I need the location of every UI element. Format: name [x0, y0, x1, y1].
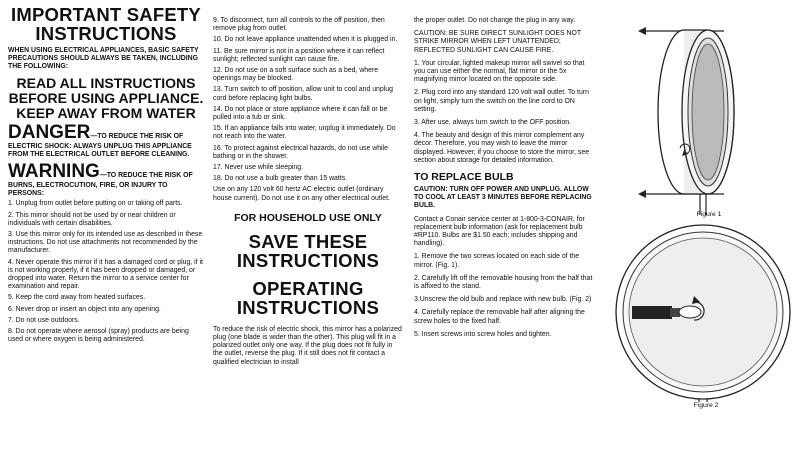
column-1: [8, 0, 204, 344]
list-item: 4. The beauty and design of this mirror complement any decor. Therefore, you may wish to leave the mirror displayed. However, if you choose to store the mirror, see section about storage for detailed information.: [414, 132, 590, 164]
list-item: 17. Never use while sleeping.: [213, 164, 304, 172]
plug-text-continued: the proper outlet. Do not change the plug in any way.: [414, 17, 576, 24]
list-item: 14. Do not place or store appliance where it can fall or be pulled into a tub or sink.: [213, 105, 388, 122]
warning-list-continued: [213, 17, 403, 183]
danger-text: —TO REDUCE THE RISK OF ELECTRIC SHOCK: ALWAYS UNPLUG THIS APPLIANCE FROM THE ELECTRICAL OUTLET BEFORE CLEANING.: [8, 132, 192, 158]
list-item: 13. Turn switch to off position, allow unit to cool and unplug cord before replacing light bulbs.: [213, 86, 393, 102]
voltage-note: Use on any 120 volt 60 hertz AC electric outlet (ordinary house current). Do not use it on any other electrical outlet.: [213, 186, 390, 202]
safety-title: IMPORTANT SAFETY INSTRUCTIONS: [11, 4, 201, 44]
column-3: [414, 0, 596, 339]
contact-text: Contact a Conair service center at 1-800-3-CONAIR, for replacement bulb information (ask for replacement bulb #RP110. Bulbs are $1.50 each; includes shipping and handling).: [414, 215, 585, 248]
operating-heading: OPERATING INSTRUCTIONS: [236, 277, 380, 319]
list-item: 5. Insert screws into screw holes and tighten.: [414, 330, 552, 338]
list-item: 12. Do not use on a soft surface such as a bed, where openings may be blocked.: [213, 67, 379, 83]
sunlight-caution: CAUTION: BE SURE DIRECT SUNLIGHT DOES NOT STRIKE MIRROR WHEN LEFT UNATTENDED; REFLECTED SUNLIGHT CAN CAUSE FIRE.: [414, 30, 581, 54]
column-2: [213, 0, 403, 367]
list-item: 6. Never drop or insert an object into any opening.: [8, 305, 161, 313]
list-item: 11. Be sure mirror is not in a position where it can reflect sunlight; reflected sunlight can cause fire.: [213, 47, 385, 63]
list-item: 4. Carefully replace the removable half after aligning the screw holes to the fixed half.: [414, 309, 585, 325]
read-all-heading: READ ALL INSTRUCTIONS BEFORE USING APPLIANCE.: [8, 74, 204, 106]
danger-block: [8, 123, 204, 159]
list-item: 1. Unplug from outlet before putting on or taking off parts.: [8, 200, 183, 208]
list-item: 7. Do not use outdoors.: [8, 316, 80, 324]
danger-word: DANGER: [8, 121, 91, 143]
figure-2-caption: Figure 2: [693, 402, 719, 409]
list-item: 15. If an appliance falls into water, unplug it immediately. Do not reach into the water.: [213, 125, 396, 141]
list-item: 5. Keep the cord away from heated surfaces.: [8, 294, 146, 302]
figures-column: [604, 0, 804, 459]
household-heading: FOR HOUSEHOLD USE ONLY: [234, 211, 382, 224]
plug-text: To reduce the risk of electric shock, this mirror has a polarized plug (one blade is wider than the other). This plug will fit in a polarized outlet only one way. If the plug does not fit fully in the outlet, reverse the plug. If it still does not fit contact a qualified electrician to install: [213, 325, 402, 366]
figure-1-caption: Figure 1: [696, 211, 722, 218]
intro-text: WHEN USING ELECTRICAL APPLIANCES, BASIC SAFETY PRECAUTIONS SHOULD ALWAYS BE TAKEN, INCLUDING THE FOLLOWING:: [8, 47, 199, 71]
list-item: 1. Your circular, lighted makeup mirror will swivel so that you can use either the normal, flat mirror or the 5x magnifying mirror located on the opposite side.: [414, 59, 585, 84]
list-item: 1. Remove the two screws located on each side of the mirror. (Fig. 1).: [414, 253, 580, 269]
list-item: 16. To protect against electrical hazards, do not use while bathing or in the shower.: [213, 144, 388, 160]
list-item: 2. This mirror should not be used by or near children or individuals with certain disabilities.: [8, 211, 176, 227]
warning-word: WARNING: [8, 161, 100, 183]
list-item: 3. After use, always turn switch to the OFF position.: [414, 119, 572, 127]
operating-steps: [414, 60, 596, 165]
list-item: 10. Do not leave appliance unattended when it is plugged in.: [213, 36, 398, 44]
list-item: 3.Unscrew the old bulb and replace with new bulb. (Fig. 2): [414, 296, 592, 304]
list-item: 3. Use this mirror only for its intended use as described in these instructions. Do not use attachments not recommended by the manufacturer.: [8, 231, 203, 255]
warning-block: [8, 162, 204, 198]
list-item: 18. Do not use a bulb greater than 15 watts.: [213, 175, 348, 183]
replace-bulb-heading: TO REPLACE BULB: [414, 171, 514, 184]
warning-text: —TO REDUCE THE RISK OF BURNS, ELECTROCUTION, FIRE, OR INJURY TO PERSONS:: [8, 172, 193, 198]
figure-2-illustration: [604, 222, 804, 402]
warning-list: [8, 200, 204, 344]
figure-1-illustration: [604, 0, 804, 215]
list-item: 8. Do not operate where aerosol (spray) products are being used or where oxygen is being administered.: [8, 328, 189, 344]
list-item: 2. Plug cord into any standard 120 volt wall outlet. To turn on light, simply turn the switch on the line cord to ON setting.: [414, 89, 589, 113]
save-heading: SAVE THESE INSTRUCTIONS: [236, 230, 380, 272]
list-item: 9. To disconnect, turn all controls to the off position, then remove plug from outlet.: [213, 17, 385, 33]
keep-away-heading: KEEP AWAY FROM WATER: [16, 104, 196, 121]
bulb-steps: [414, 253, 596, 339]
list-item: 4. Never operate this mirror if it has a damaged cord or plug, if it is not working properly, if it has been dropped or damaged, or dropped into water. Return the mirror to a service center for examination and repair.: [8, 258, 203, 291]
list-item: 2. Carefully lift off the removable housing from the half that is affixed to the stand.: [414, 274, 593, 291]
replace-caution: CAUTION: TURN OFF POWER AND UNPLUG. ALLOW TO COOL AT LEAST 3 MINUTES BEFORE REPLACING BULB.: [414, 186, 592, 210]
